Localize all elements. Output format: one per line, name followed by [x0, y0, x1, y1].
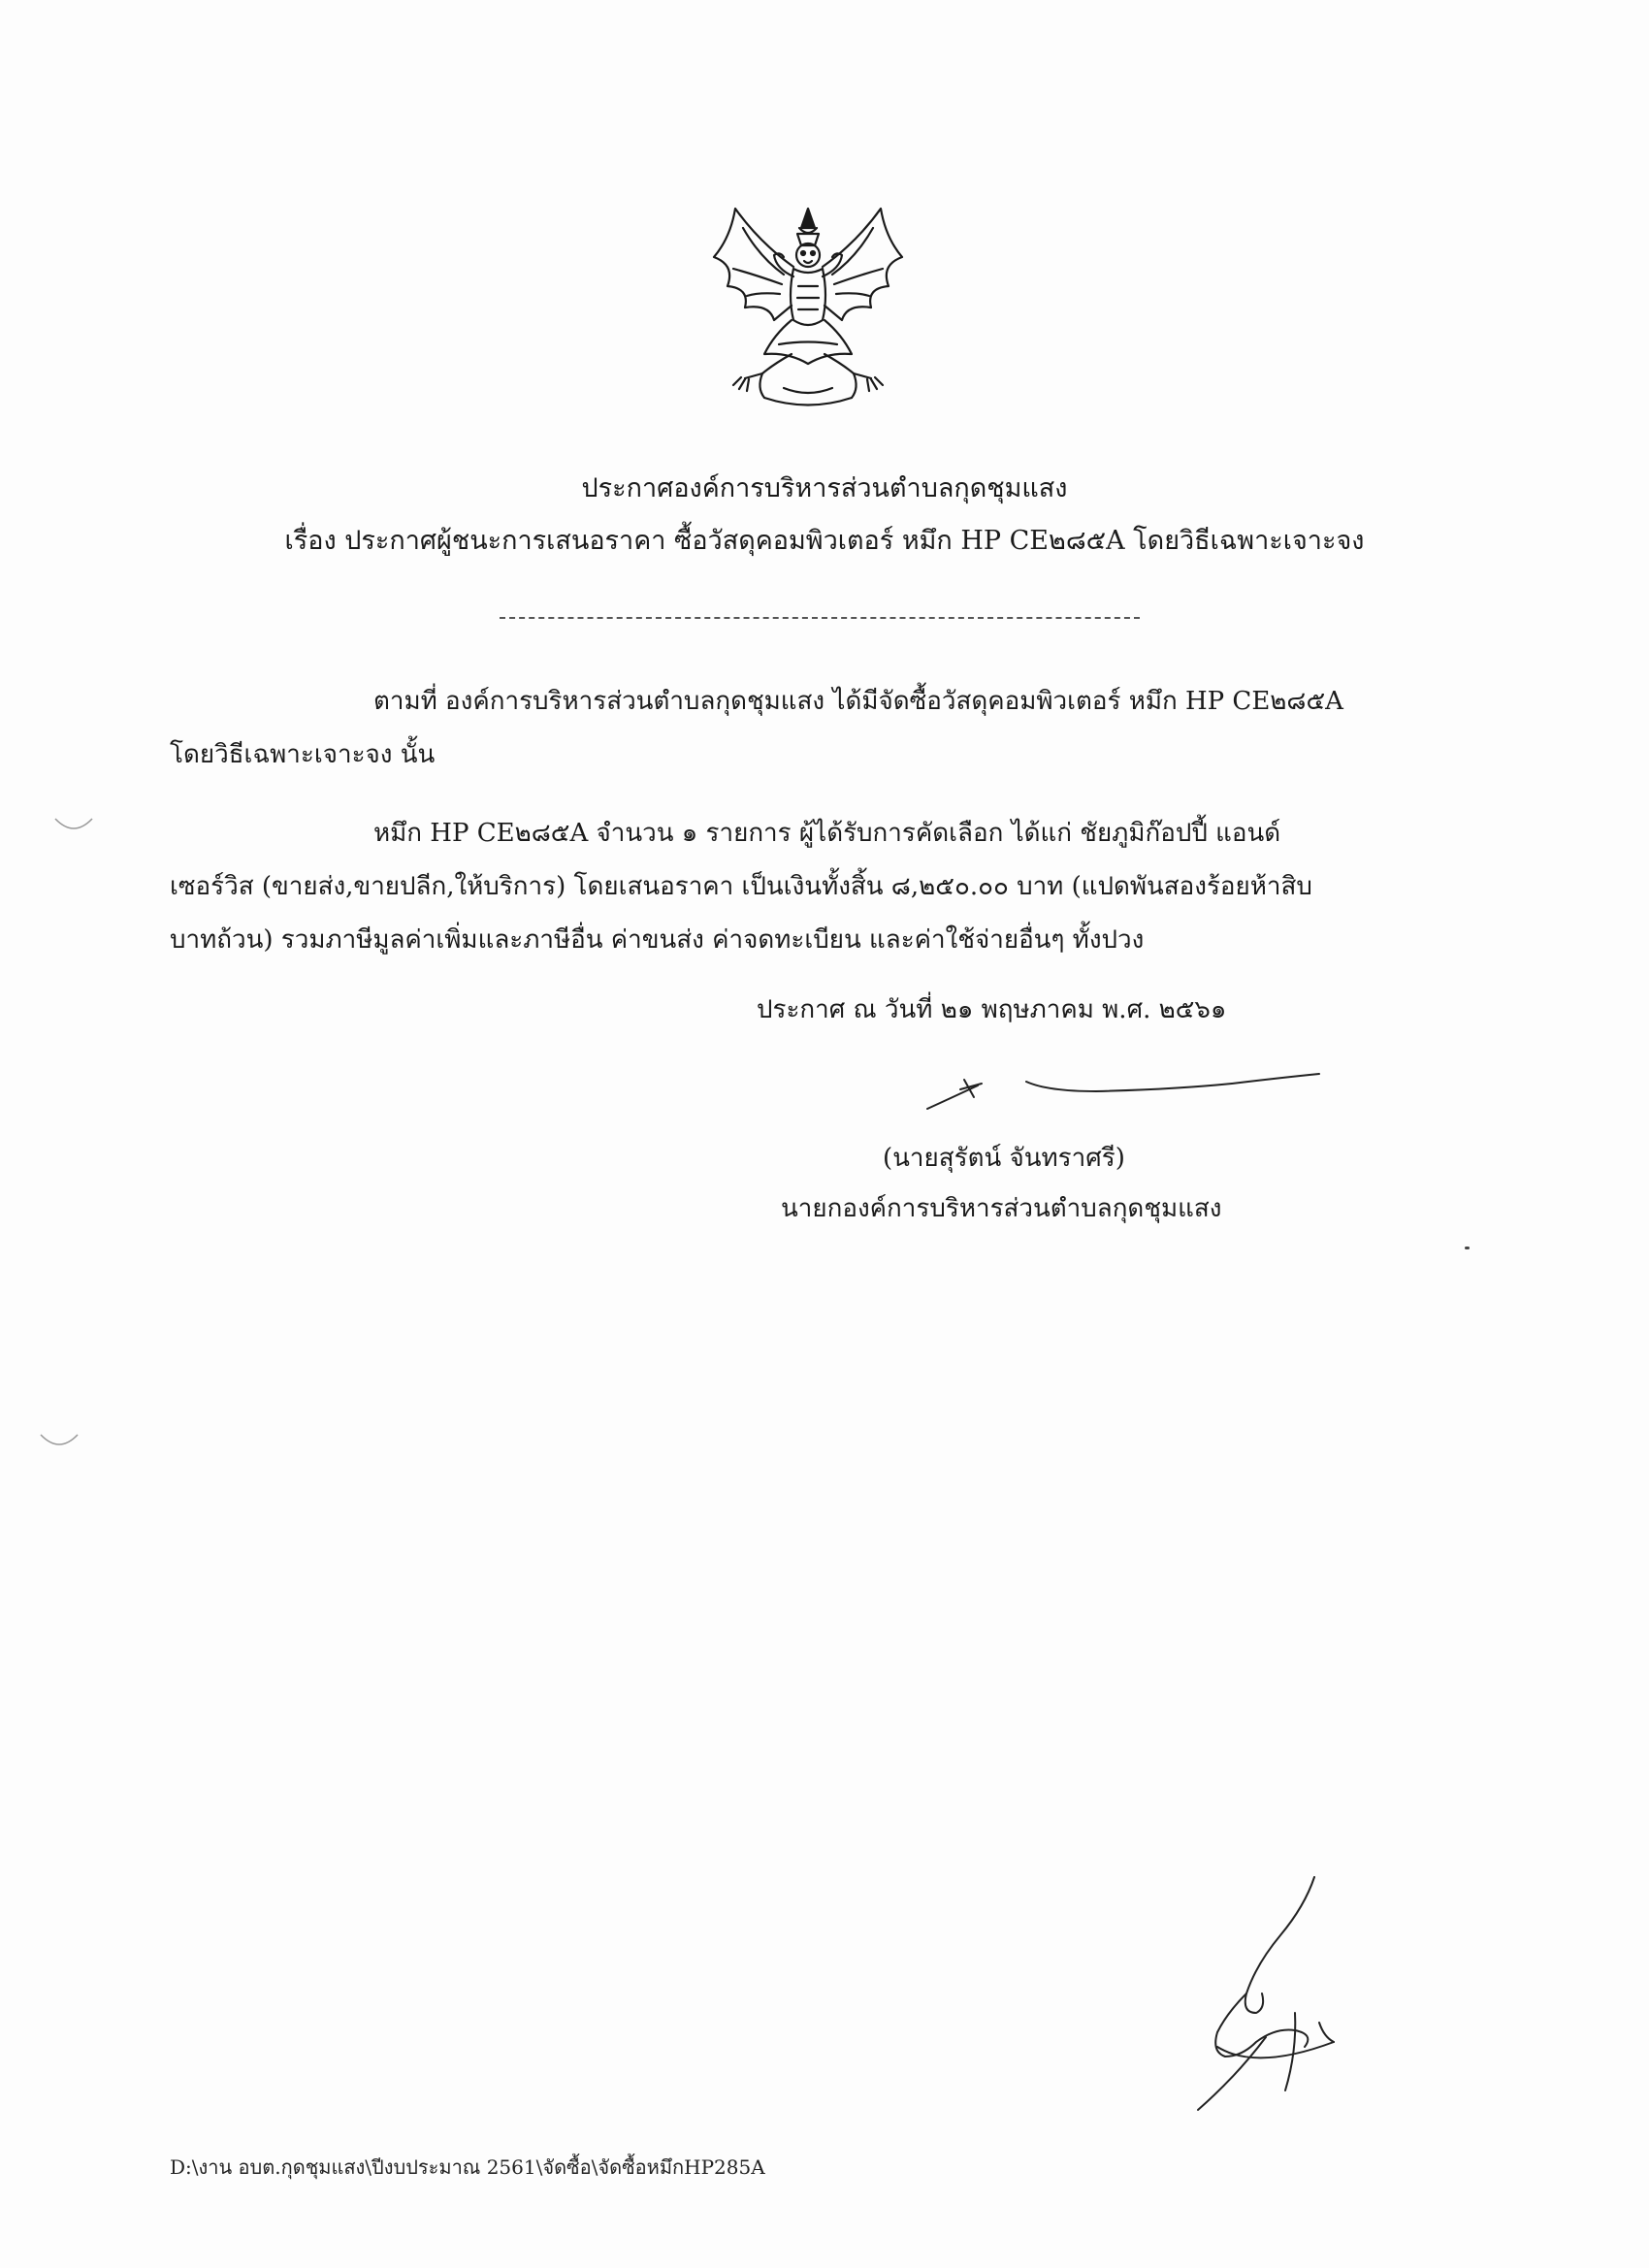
announcement-date: ประกาศ ณ วันที่ ๒๑ พฤษภาคม พ.ศ. ๒๕๖๑: [757, 995, 1227, 1024]
paragraph-line: โดยวิธีเฉพาะเจาะจง นั้น: [170, 740, 436, 769]
paragraph-line: บาทถ้วน) รวมภาษีมูลค่าเพิ่มและภาษีอื่น ค่าขนส่ง ค่าจดทะเบียน และค่าใช้จ่ายอื่นๆ ทั้งปวง: [170, 925, 1145, 955]
handwritten-initials: [1188, 1867, 1353, 2120]
paragraph-line: เซอร์วิส (ขายส่ง,ขายปลีก,ให้บริการ) โดยเสนอราคา เป็นเงินทั้งสิ้น ๘,๒๕๐.๐๐ บาท (แปดพันสองร้อยห้าสิบ: [170, 872, 1312, 901]
paragraph-intro: [170, 675, 1421, 782]
signature-scribble: [922, 1062, 1329, 1120]
file-path-footer: D:\งาน อบต.กุดชุมแสง\ปีงบประมาณ 2561\จัดซื้อ\จัดซื้อหมึกHP285A: [170, 2155, 765, 2179]
garuda-emblem-icon: [706, 199, 910, 417]
signer-title: นายกองค์การบริหารส่วนตำบลกุดชุมแสง: [781, 1194, 1222, 1223]
paragraph-line: หมึก HP CE๒๘๕A จำนวน ๑ รายการ ผู้ได้รับการคัดเลือก ได้แก่ ชัยภูมิก๊อปปี้ แอนด์: [373, 819, 1281, 848]
scan-speck: [1465, 1247, 1470, 1249]
punch-hole-mark: [39, 1431, 80, 1450]
dashed-divider: [500, 617, 1140, 619]
signer-name: (นายสุรัตน์ จันทราศรี): [883, 1144, 1125, 1173]
announcement-subject: เรื่อง ประกาศผู้ชนะการเสนอราคา ซื้อวัสดุคอมพิวเตอร์ หมึก HP CE๒๘๕A โดยวิธีเฉพาะเจาะจง: [284, 526, 1365, 556]
punch-hole-mark: [53, 815, 94, 834]
paragraph-line: ตามที่ องค์การบริหารส่วนตำบลกุดชุมแสง ได้มีจัดซื้อวัสดุคอมพิวเตอร์ หมึก HP CE๒๘๕A: [373, 687, 1343, 716]
paragraph-winner: [170, 807, 1421, 967]
announcement-title: ประกาศองค์การบริหารส่วนตำบลกุดชุมแสง: [581, 473, 1068, 503]
